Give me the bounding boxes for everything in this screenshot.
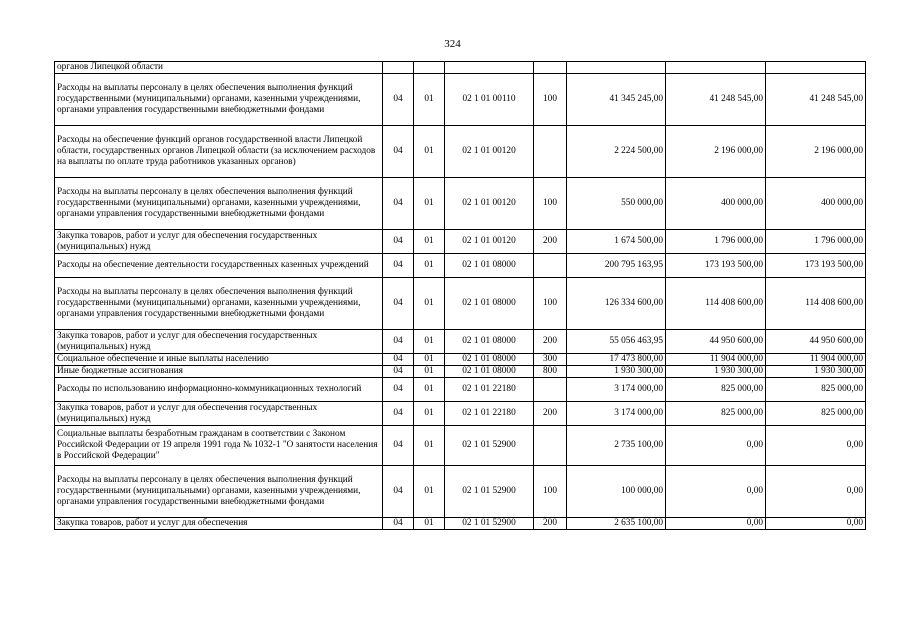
expense-type-cell [534,254,567,278]
section-cell: 04 [383,402,414,426]
table-row [55,62,866,74]
expense-type-cell: 800 [534,366,567,378]
table-row [55,278,866,330]
expense-name-cell: Иные бюджетные ассигнования [55,366,383,378]
amount-year3-cell: 825 000,00 [766,402,866,426]
subsection-cell: 01 [414,466,445,518]
expense-name-cell: Закупка товаров, работ и услуг для обеспечения государственных (муниципальных) нужд [55,230,383,254]
amount-year2-cell: 400 000,00 [666,178,766,230]
target-article-cell: 02 1 01 08000 [445,254,534,278]
expense-type-cell: 200 [534,230,567,254]
target-article-cell: 02 1 01 52900 [445,518,534,530]
section-cell: 04 [383,378,414,402]
expense-type-cell [534,62,567,74]
section-cell: 04 [383,518,414,530]
expense-name-cell: Закупка товаров, работ и услуг для обеспечения [55,518,383,530]
expense-name-cell: Закупка товаров, работ и услуг для обеспечения государственных (муниципальных) нужд [55,402,383,426]
table-row [55,378,866,402]
amount-year3-cell: 173 193 500,00 [766,254,866,278]
subsection-cell: 01 [414,402,445,426]
amount-year2-cell: 1 796 000,00 [666,230,766,254]
amount-year2-cell: 44 950 600,00 [666,330,766,354]
expense-name-cell: Закупка товаров, работ и услуг для обеспечения государственных (муниципальных) нужд [55,330,383,354]
expense-name-cell: Социальные выплаты безработным гражданам в соответствии с Законом Российской Федерации от 19 апреля 1991 года № 1032-1 "О занятости населения в Российской Федерации" [55,426,383,466]
subsection-cell: 01 [414,254,445,278]
expense-name-cell: Социальное обеспечение и иные выплаты населению [55,354,383,366]
target-article-cell: 02 1 01 08000 [445,278,534,330]
amount-year3-cell: 2 196 000,00 [766,126,866,178]
expense-type-cell: 300 [534,354,567,366]
amount-year1-cell [567,62,666,74]
amount-year3-cell: 0,00 [766,426,866,466]
amount-year1-cell: 55 056 463,95 [567,330,666,354]
target-article-cell: 02 1 01 08000 [445,354,534,366]
target-article-cell: 02 1 01 22180 [445,402,534,426]
amount-year2-cell [666,62,766,74]
table-row [55,178,866,230]
amount-year2-cell: 825 000,00 [666,402,766,426]
amount-year2-cell: 11 904 000,00 [666,354,766,366]
amount-year3-cell: 114 408 600,00 [766,278,866,330]
subsection-cell: 01 [414,354,445,366]
amount-year1-cell: 17 473 800,00 [567,354,666,366]
subsection-cell: 01 [414,126,445,178]
amount-year2-cell: 0,00 [666,518,766,530]
subsection-cell [414,62,445,74]
amount-year3-cell: 400 000,00 [766,178,866,230]
target-article-cell: 02 1 01 08000 [445,366,534,378]
table-row [55,518,866,530]
expense-type-cell: 200 [534,330,567,354]
expense-type-cell: 100 [534,178,567,230]
table-row [55,254,866,278]
amount-year1-cell: 41 345 245,00 [567,74,666,126]
amount-year1-cell: 1 930 300,00 [567,366,666,378]
table-row [55,402,866,426]
expense-name-cell: Расходы на обеспечение деятельности государственных казенных учреждений [55,254,383,278]
amount-year3-cell: 11 904 000,00 [766,354,866,366]
table-body [55,62,866,530]
amount-year3-cell: 44 950 600,00 [766,330,866,354]
subsection-cell: 01 [414,330,445,354]
table-row [55,126,866,178]
expense-type-cell: 200 [534,402,567,426]
amount-year2-cell: 41 248 545,00 [666,74,766,126]
table-row [55,230,866,254]
expense-name-cell: Расходы на выплаты персоналу в целях обеспечения выполнения функций государственными (муниципальными) органами, казенными учреждениями, органами управления государственными внебюджетными фондами [55,178,383,230]
table-row [55,466,866,518]
subsection-cell: 01 [414,518,445,530]
subsection-cell: 01 [414,178,445,230]
amount-year1-cell: 1 674 500,00 [567,230,666,254]
section-cell: 04 [383,330,414,354]
expense-name-cell: Расходы на выплаты персоналу в целях обеспечения выполнения функций государственными (муниципальными) органами, казенными учреждениями, органами управления государственными внебюджетными фондами [55,74,383,126]
amount-year2-cell: 114 408 600,00 [666,278,766,330]
section-cell: 04 [383,254,414,278]
section-cell: 04 [383,74,414,126]
amount-year1-cell: 3 174 000,00 [567,402,666,426]
amount-year1-cell: 2 224 500,00 [567,126,666,178]
amount-year2-cell: 1 930 300,00 [666,366,766,378]
expense-type-cell: 100 [534,278,567,330]
amount-year1-cell: 200 795 163,95 [567,254,666,278]
subsection-cell: 01 [414,426,445,466]
table-row [55,426,866,466]
section-cell [383,62,414,74]
expense-name-cell: органов Липецкой области [55,62,383,74]
amount-year3-cell: 1 796 000,00 [766,230,866,254]
amount-year3-cell: 41 248 545,00 [766,74,866,126]
page-number: 324 [444,38,461,50]
section-cell: 04 [383,354,414,366]
target-article-cell: 02 1 01 52900 [445,426,534,466]
expense-type-cell: 100 [534,466,567,518]
subsection-cell: 01 [414,378,445,402]
amount-year3-cell: 825 000,00 [766,378,866,402]
table-row [55,366,866,378]
section-cell: 04 [383,466,414,518]
target-article-cell: 02 1 01 22180 [445,378,534,402]
amount-year2-cell: 173 193 500,00 [666,254,766,278]
target-article-cell: 02 1 01 52900 [445,466,534,518]
amount-year2-cell: 825 000,00 [666,378,766,402]
table-row [55,330,866,354]
amount-year1-cell: 2 635 100,00 [567,518,666,530]
expense-name-cell: Расходы на обеспечение функций органов государственной власти Липецкой области, государственных органов Липецкой области (за исключением расходов на выплаты по оплате труда работников указанных органов) [55,126,383,178]
amount-year3-cell: 1 930 300,00 [766,366,866,378]
amount-year1-cell: 2 735 100,00 [567,426,666,466]
expense-name-cell: Расходы по использованию информационно-коммуникационных технологий [55,378,383,402]
expense-name-cell: Расходы на выплаты персоналу в целях обеспечения выполнения функций государственными (муниципальными) органами, казенными учреждениями, органами управления государственными внебюджетными фондами [55,278,383,330]
target-article-cell: 02 1 01 00110 [445,74,534,126]
section-cell: 04 [383,366,414,378]
target-article-cell [445,62,534,74]
amount-year2-cell: 0,00 [666,426,766,466]
section-cell: 04 [383,426,414,466]
expense-type-cell: 100 [534,74,567,126]
amount-year2-cell: 0,00 [666,466,766,518]
table-row [55,74,866,126]
amount-year1-cell: 126 334 600,00 [567,278,666,330]
target-article-cell: 02 1 01 00120 [445,230,534,254]
target-article-cell: 02 1 01 00120 [445,178,534,230]
subsection-cell: 01 [414,278,445,330]
subsection-cell: 01 [414,230,445,254]
section-cell: 04 [383,230,414,254]
amount-year3-cell: 0,00 [766,518,866,530]
section-cell: 04 [383,178,414,230]
subsection-cell: 01 [414,366,445,378]
section-cell: 04 [383,278,414,330]
budget-table [54,61,866,530]
expense-type-cell [534,378,567,402]
expense-name-cell: Расходы на выплаты персоналу в целях обеспечения выполнения функций государственными (муниципальными) органами, казенными учреждениями, органами управления государственными внебюджетными фондами [55,466,383,518]
target-article-cell: 02 1 01 08000 [445,330,534,354]
amount-year3-cell: 0,00 [766,466,866,518]
table-row [55,354,866,366]
section-cell: 04 [383,126,414,178]
target-article-cell: 02 1 01 00120 [445,126,534,178]
amount-year2-cell: 2 196 000,00 [666,126,766,178]
amount-year1-cell: 550 000,00 [567,178,666,230]
amount-year1-cell: 100 000,00 [567,466,666,518]
amount-year3-cell [766,62,866,74]
expense-type-cell [534,426,567,466]
expense-type-cell: 200 [534,518,567,530]
amount-year1-cell: 3 174 000,00 [567,378,666,402]
expense-type-cell [534,126,567,178]
subsection-cell: 01 [414,74,445,126]
